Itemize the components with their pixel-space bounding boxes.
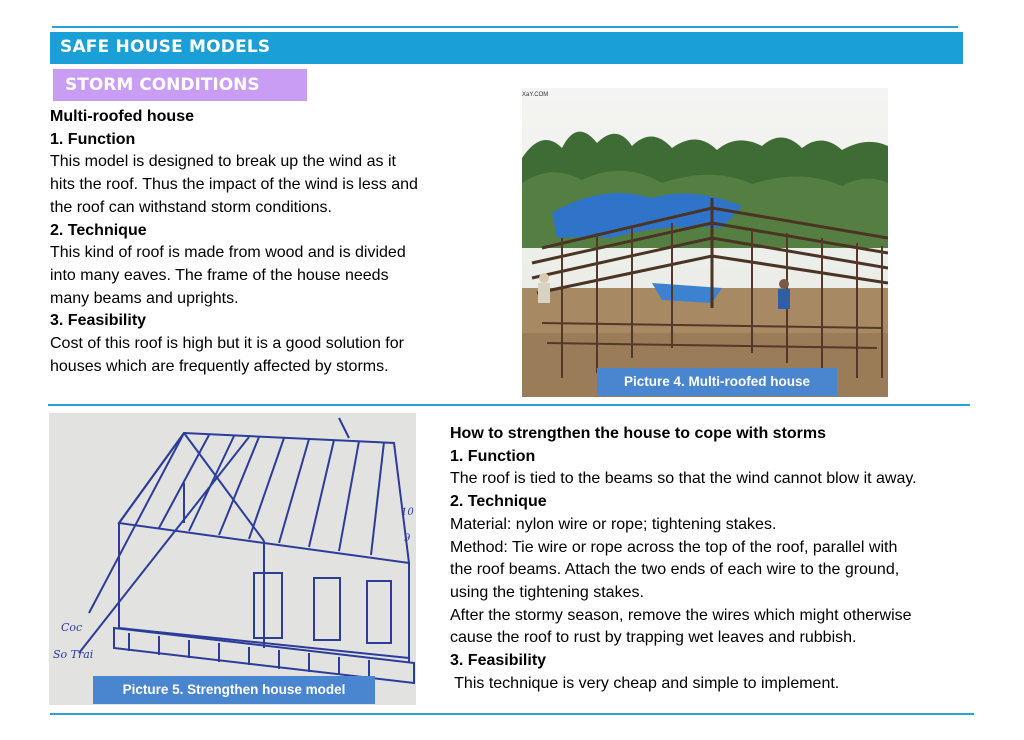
strengthen-house-sketch	[49, 413, 416, 705]
section1-technique-heading: 2. Technique	[50, 221, 147, 239]
subtitle-banner	[53, 69, 307, 101]
text-line: hits the roof. Thus the impact of the wind is less and	[50, 176, 418, 194]
middle-divider	[48, 404, 970, 406]
picture-4-caption: Picture 4. Multi-roofed house	[597, 368, 837, 396]
sketch-note: 9	[404, 533, 411, 544]
section2-function-heading: 1. Function	[450, 447, 536, 465]
bottom-divider	[50, 713, 974, 715]
title-banner	[50, 32, 963, 64]
top-divider	[52, 26, 958, 28]
multi-roofed-house-photo	[522, 88, 888, 397]
sketch-illustration	[49, 413, 416, 705]
section2-feasibility-heading: 3. Feasibility	[450, 652, 547, 670]
sketch-note: Coc	[61, 621, 83, 634]
text-line: cause the roof to rust by trapping wet leaves and rubbish.	[450, 629, 857, 647]
page-title: SAFE HOUSE MODELS	[60, 37, 271, 57]
text-line: the roof can withstand storm conditions.	[50, 198, 332, 216]
section2-technique-heading: 2. Technique	[450, 493, 547, 511]
section1-feasibility-heading: 3. Feasibility	[50, 312, 147, 330]
text-line: After the stormy season, remove the wires which might otherwise	[450, 606, 912, 624]
sketch-note: 10	[401, 507, 414, 518]
text-line: The roof is tied to the beams so that the wind cannot blow it away.	[450, 470, 917, 488]
text-line: Material: nylon wire or rope; tightening stakes.	[450, 515, 777, 533]
section1-text	[50, 106, 418, 378]
page-subtitle: STORM CONDITIONS	[65, 75, 260, 95]
text-line: Method: Tie wire or rope across the top of the roof, parallel with	[450, 538, 898, 556]
text-line: using the tightening stakes.	[450, 583, 644, 601]
section1-title: Multi-roofed house	[50, 108, 194, 125]
text-line: houses which are frequently affected by storms.	[50, 357, 389, 375]
photo-watermark: XaY.COM	[522, 92, 549, 98]
section2-title: How to strengthen the house to cope with storms	[450, 425, 827, 442]
text-line: This kind of roof is made from wood and is divided	[50, 244, 406, 262]
photo-illustration	[522, 88, 888, 397]
text-line: many beams and uprights.	[50, 289, 239, 307]
text-line: This technique is very cheap and simple to implement.	[450, 674, 840, 692]
sketch-note: So Trai	[53, 648, 94, 661]
text-line: Cost of this roof is high but it is a good solution for	[50, 335, 404, 353]
text-line: This model is designed to break up the wind as it	[50, 153, 396, 171]
section1-function-heading: 1. Function	[50, 130, 136, 148]
picture-5-caption: Picture 5. Strengthen house model	[93, 676, 375, 704]
section2-text	[450, 423, 917, 695]
text-line: into many eaves. The frame of the house needs	[50, 266, 389, 284]
text-line: the roof beams. Attach the two ends of each wire to the ground,	[450, 561, 900, 579]
